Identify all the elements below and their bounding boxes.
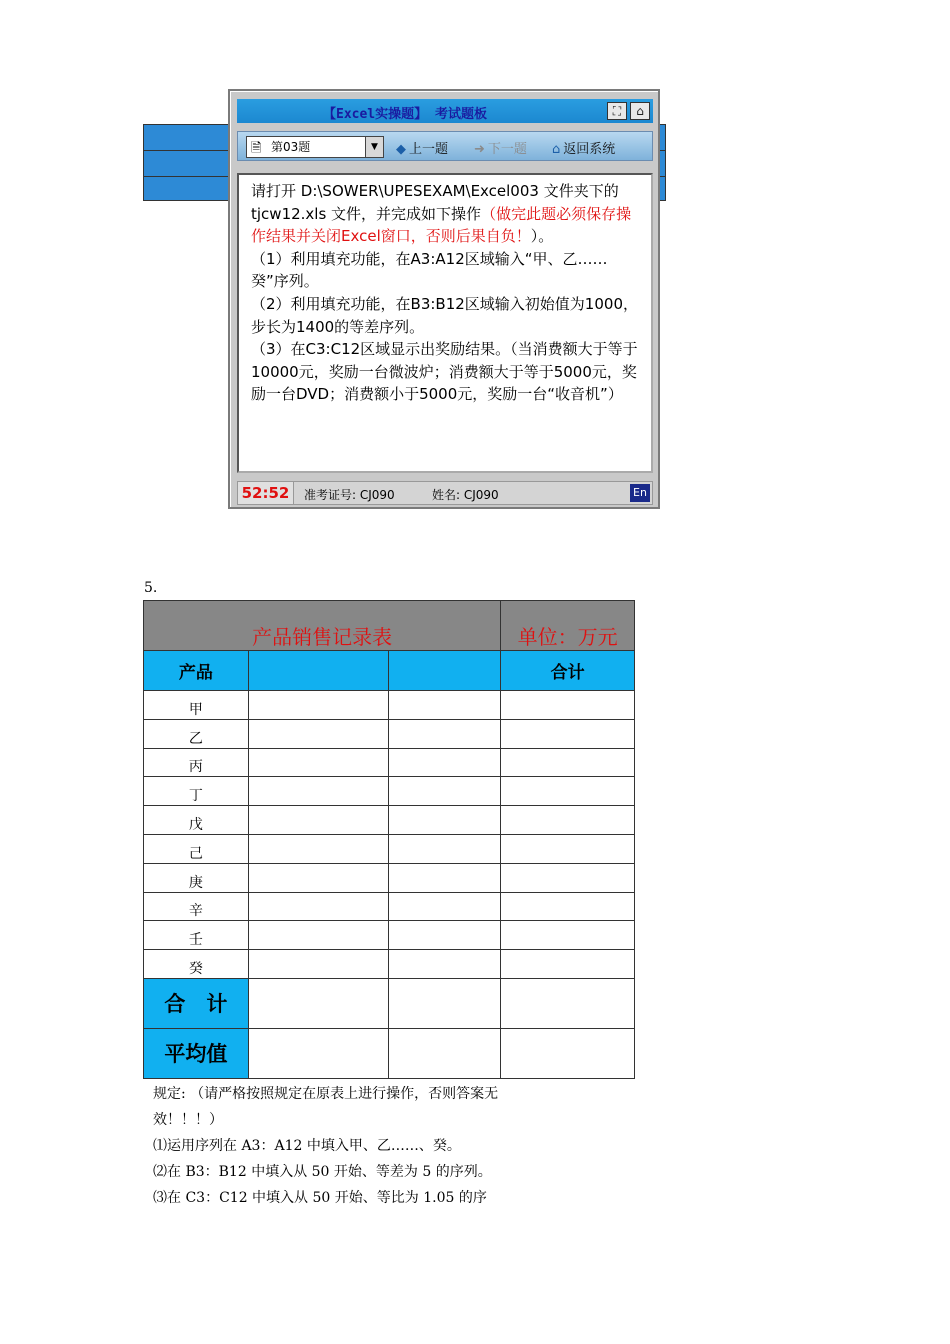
next-question-button[interactable] [474, 138, 527, 157]
countdown-timer: 52:52 [238, 482, 294, 504]
student-id: 准考证号: CJ090 [304, 488, 395, 502]
product-name: 壬 [144, 921, 249, 950]
section-number: 5. [144, 580, 158, 596]
prev-question-label: 上一题 [409, 142, 449, 157]
table-cell [501, 921, 635, 950]
header-total: 合计 [501, 651, 635, 691]
product-name: 戊 [144, 806, 249, 835]
table-cell [248, 978, 389, 1028]
return-system-label: 返回系统 [563, 142, 616, 157]
table-cell [389, 719, 501, 748]
table-cell [248, 719, 389, 748]
table-row [144, 950, 635, 979]
table-cell [389, 748, 501, 777]
table-row [144, 863, 635, 892]
table-cell [389, 834, 501, 863]
table-cell [248, 1028, 389, 1078]
table-cell [501, 777, 635, 806]
table-cell [248, 950, 389, 979]
rules-text [153, 1081, 533, 1211]
product-name: 庚 [144, 863, 249, 892]
arrow-right-icon: ➜ [474, 142, 485, 157]
question-content [237, 173, 653, 473]
table-cell [389, 921, 501, 950]
table-row [144, 777, 635, 806]
sum-row [144, 978, 635, 1028]
return-system-button[interactable] [552, 138, 615, 157]
next-question-label: 下一题 [487, 142, 527, 157]
document-icon: 🗎 [251, 141, 262, 156]
table-cell [501, 978, 635, 1028]
exam-panel-window [228, 89, 660, 509]
table-cell [501, 691, 635, 720]
panel-toolbar [237, 131, 653, 161]
table-row [144, 691, 635, 720]
table-row [144, 834, 635, 863]
sales-record-table [143, 600, 635, 1079]
table-cell [501, 834, 635, 863]
question-step-2: （2）利用填充功能，在B3:B12区域输入初始值为1000，步长为1400的等差序列。 [251, 294, 638, 336]
student-name: 姓名: CJ090 [432, 488, 499, 502]
panel-title: 【Excel实操题】 考试题板 [323, 107, 487, 122]
table-title-row [144, 601, 635, 651]
table-cell [248, 892, 389, 921]
table-cell [389, 950, 501, 979]
average-label: 平均值 [144, 1028, 249, 1078]
table-unit: 单位：万元 [501, 601, 635, 651]
table-header-row [144, 651, 635, 691]
table-cell [389, 1028, 501, 1078]
home-icon[interactable]: ⌂ [630, 102, 650, 120]
question-intro [251, 180, 641, 248]
table-cell [501, 1028, 635, 1078]
product-name: 癸 [144, 950, 249, 979]
home-icon: ⌂ [552, 142, 561, 157]
average-row [144, 1028, 635, 1078]
table-row [144, 719, 635, 748]
table-cell [389, 892, 501, 921]
table-cell [501, 892, 635, 921]
table-cell [501, 719, 635, 748]
table-cell [389, 978, 501, 1028]
table-cell [248, 806, 389, 835]
table-cell [501, 806, 635, 835]
table-row [144, 921, 635, 950]
question-warning-end: ）。 [530, 227, 554, 246]
table-row [144, 748, 635, 777]
question-step-1: （1）利用填充功能，在A3:A12区域输入“甲、乙……癸”序列。 [251, 249, 608, 291]
prev-question-button[interactable] [396, 138, 448, 157]
rules-line: ⑴运用序列在 A3：A12 中填入甲、乙……、癸。 [153, 1138, 461, 1154]
product-name: 己 [144, 834, 249, 863]
table-cell [389, 777, 501, 806]
question-select-value: 第03题 [271, 140, 311, 154]
product-name: 丁 [144, 777, 249, 806]
product-name: 乙 [144, 719, 249, 748]
fullscreen-icon[interactable]: ⛶ [607, 102, 627, 120]
chevron-down-icon[interactable]: ▼ [365, 137, 383, 157]
table-cell [248, 863, 389, 892]
table-cell [389, 806, 501, 835]
table-cell [248, 691, 389, 720]
arrow-left-icon: ◆ [396, 142, 406, 157]
panel-title-bar [237, 99, 653, 123]
sum-label: 合 计 [144, 978, 249, 1028]
header-cell [248, 651, 389, 691]
question-warning: （做完此题必须保存操作结果并关闭Excel窗口，否则后果自负！ [251, 204, 632, 246]
table-cell [389, 691, 501, 720]
rules-line: ⑶在 C3：C12 中填入从 50 开始、等比为 1.05 的序 [153, 1190, 487, 1206]
table-cell [389, 863, 501, 892]
table-cell [248, 834, 389, 863]
header-product: 产品 [144, 651, 249, 691]
table-cell [248, 748, 389, 777]
ime-indicator[interactable]: En [630, 484, 650, 502]
product-name: 丙 [144, 748, 249, 777]
panel-status-bar [237, 481, 653, 505]
rules-line: 规定: （请严格按照规定在原表上进行操作，否则答案无效！！！） [153, 1086, 499, 1128]
table-title: 产品销售记录表 [144, 601, 501, 651]
question-select[interactable] [246, 136, 384, 158]
table-cell [248, 777, 389, 806]
table-cell [501, 863, 635, 892]
question-intro-text: 请打开 D:\SOWER\UPESEXAM\Excel003 文件夹下的 tjcw12.xls 文件，并完成如下操作 [251, 182, 619, 223]
table-cell [501, 748, 635, 777]
table-row [144, 806, 635, 835]
table-cell [248, 921, 389, 950]
product-name: 甲 [144, 691, 249, 720]
table-cell [501, 950, 635, 979]
table-row [144, 892, 635, 921]
header-cell [389, 651, 501, 691]
question-step-3: （3）在C3:C12区域显示出奖励结果。（当消费额大于等于10000元，奖励一台微波炉；消费额大于等于5000元，奖励一台DVD；消费额小于5000元，奖励一台“收音机”） [251, 340, 638, 404]
product-name: 辛 [144, 892, 249, 921]
rules-line: ⑵在 B3：B12 中填入从 50 开始、等差为 5 的序列。 [153, 1164, 492, 1180]
